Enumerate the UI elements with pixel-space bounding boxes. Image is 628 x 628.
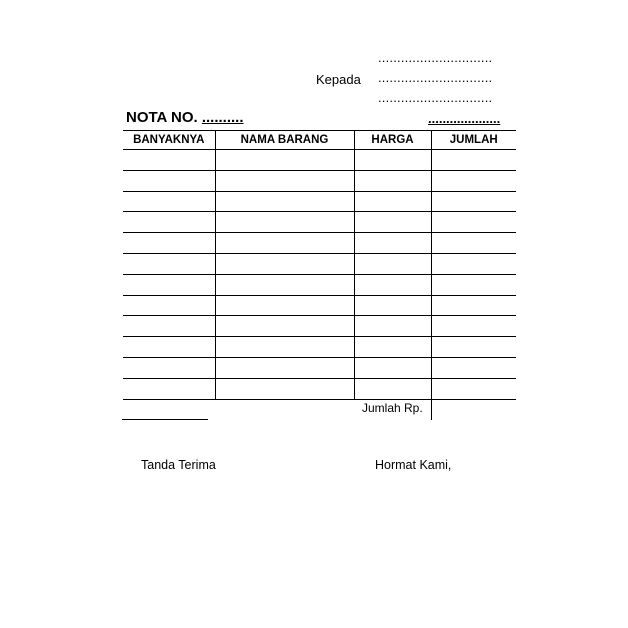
recipient-line-3: ..............................	[378, 90, 493, 105]
table-cell[interactable]	[354, 357, 431, 378]
table-cell[interactable]	[123, 357, 215, 378]
table-cell[interactable]	[354, 212, 431, 233]
nota-number: ..........	[201, 109, 244, 126]
table-cell[interactable]	[354, 150, 431, 171]
table-cell[interactable]	[215, 150, 354, 171]
table-cell[interactable]	[215, 212, 354, 233]
nota-title-label: NOTA NO.	[126, 109, 198, 126]
table-cell[interactable]	[431, 378, 516, 399]
table-cell[interactable]	[354, 337, 431, 358]
nota-date-blank: ....................	[428, 111, 501, 126]
nota-title	[126, 109, 244, 126]
table-cell[interactable]	[354, 233, 431, 254]
table-row	[123, 357, 516, 378]
recipient-line-1: ..............................	[378, 50, 493, 65]
table-cell[interactable]	[123, 212, 215, 233]
table-cell[interactable]	[123, 170, 215, 191]
table-cell[interactable]	[431, 253, 516, 274]
header-banyaknya: BANYAKNYA	[123, 131, 215, 150]
table-row	[123, 150, 516, 171]
table-row	[123, 274, 516, 295]
table-cell[interactable]	[123, 337, 215, 358]
recipient-label: Kepada	[316, 72, 361, 87]
table-cell[interactable]	[215, 253, 354, 274]
table-row	[123, 316, 516, 337]
table-row	[123, 253, 516, 274]
table-cell[interactable]	[215, 357, 354, 378]
table-cell[interactable]	[123, 316, 215, 337]
table-cell[interactable]	[123, 295, 215, 316]
header-nama-barang: NAMA BARANG	[215, 131, 354, 150]
recipient-line-2: ..............................	[378, 70, 493, 85]
table-header-row	[123, 131, 516, 150]
table-cell[interactable]	[123, 253, 215, 274]
table-cell[interactable]	[123, 233, 215, 254]
table-row	[123, 170, 516, 191]
items-table	[123, 130, 516, 400]
table-cell[interactable]	[431, 337, 516, 358]
signature-line	[122, 419, 208, 420]
table-row	[123, 191, 516, 212]
regards-label: Hormat Kami,	[375, 458, 452, 472]
table-cell[interactable]	[354, 316, 431, 337]
table-cell[interactable]	[431, 170, 516, 191]
table-cell[interactable]	[354, 378, 431, 399]
total-divider	[431, 398, 432, 420]
header-harga: HARGA	[354, 131, 431, 150]
table-cell[interactable]	[431, 191, 516, 212]
table-cell[interactable]	[354, 274, 431, 295]
table-row	[123, 233, 516, 254]
table-row	[123, 295, 516, 316]
header-jumlah: JUMLAH	[431, 131, 516, 150]
table-body	[123, 150, 516, 400]
table-cell[interactable]	[123, 378, 215, 399]
table-cell[interactable]	[431, 150, 516, 171]
table-cell[interactable]	[215, 316, 354, 337]
table-row	[123, 337, 516, 358]
table-cell[interactable]	[431, 316, 516, 337]
table-cell[interactable]	[354, 295, 431, 316]
table-cell[interactable]	[215, 170, 354, 191]
table-cell[interactable]	[354, 170, 431, 191]
received-label: Tanda Terima	[141, 458, 216, 472]
table-cell[interactable]	[431, 233, 516, 254]
table-cell[interactable]	[215, 233, 354, 254]
table-row	[123, 378, 516, 399]
table-row	[123, 212, 516, 233]
table-cell[interactable]	[215, 191, 354, 212]
table-cell[interactable]	[215, 274, 354, 295]
table-cell[interactable]	[123, 191, 215, 212]
table-cell[interactable]	[431, 357, 516, 378]
table-cell[interactable]	[354, 191, 431, 212]
total-label: Jumlah Rp.	[362, 401, 423, 415]
table-cell[interactable]	[215, 295, 354, 316]
table-cell[interactable]	[123, 274, 215, 295]
table-cell[interactable]	[354, 253, 431, 274]
table-cell[interactable]	[123, 150, 215, 171]
table-cell[interactable]	[431, 212, 516, 233]
table-cell[interactable]	[215, 337, 354, 358]
table-cell[interactable]	[431, 274, 516, 295]
table-cell[interactable]	[215, 378, 354, 399]
table-cell[interactable]	[431, 295, 516, 316]
